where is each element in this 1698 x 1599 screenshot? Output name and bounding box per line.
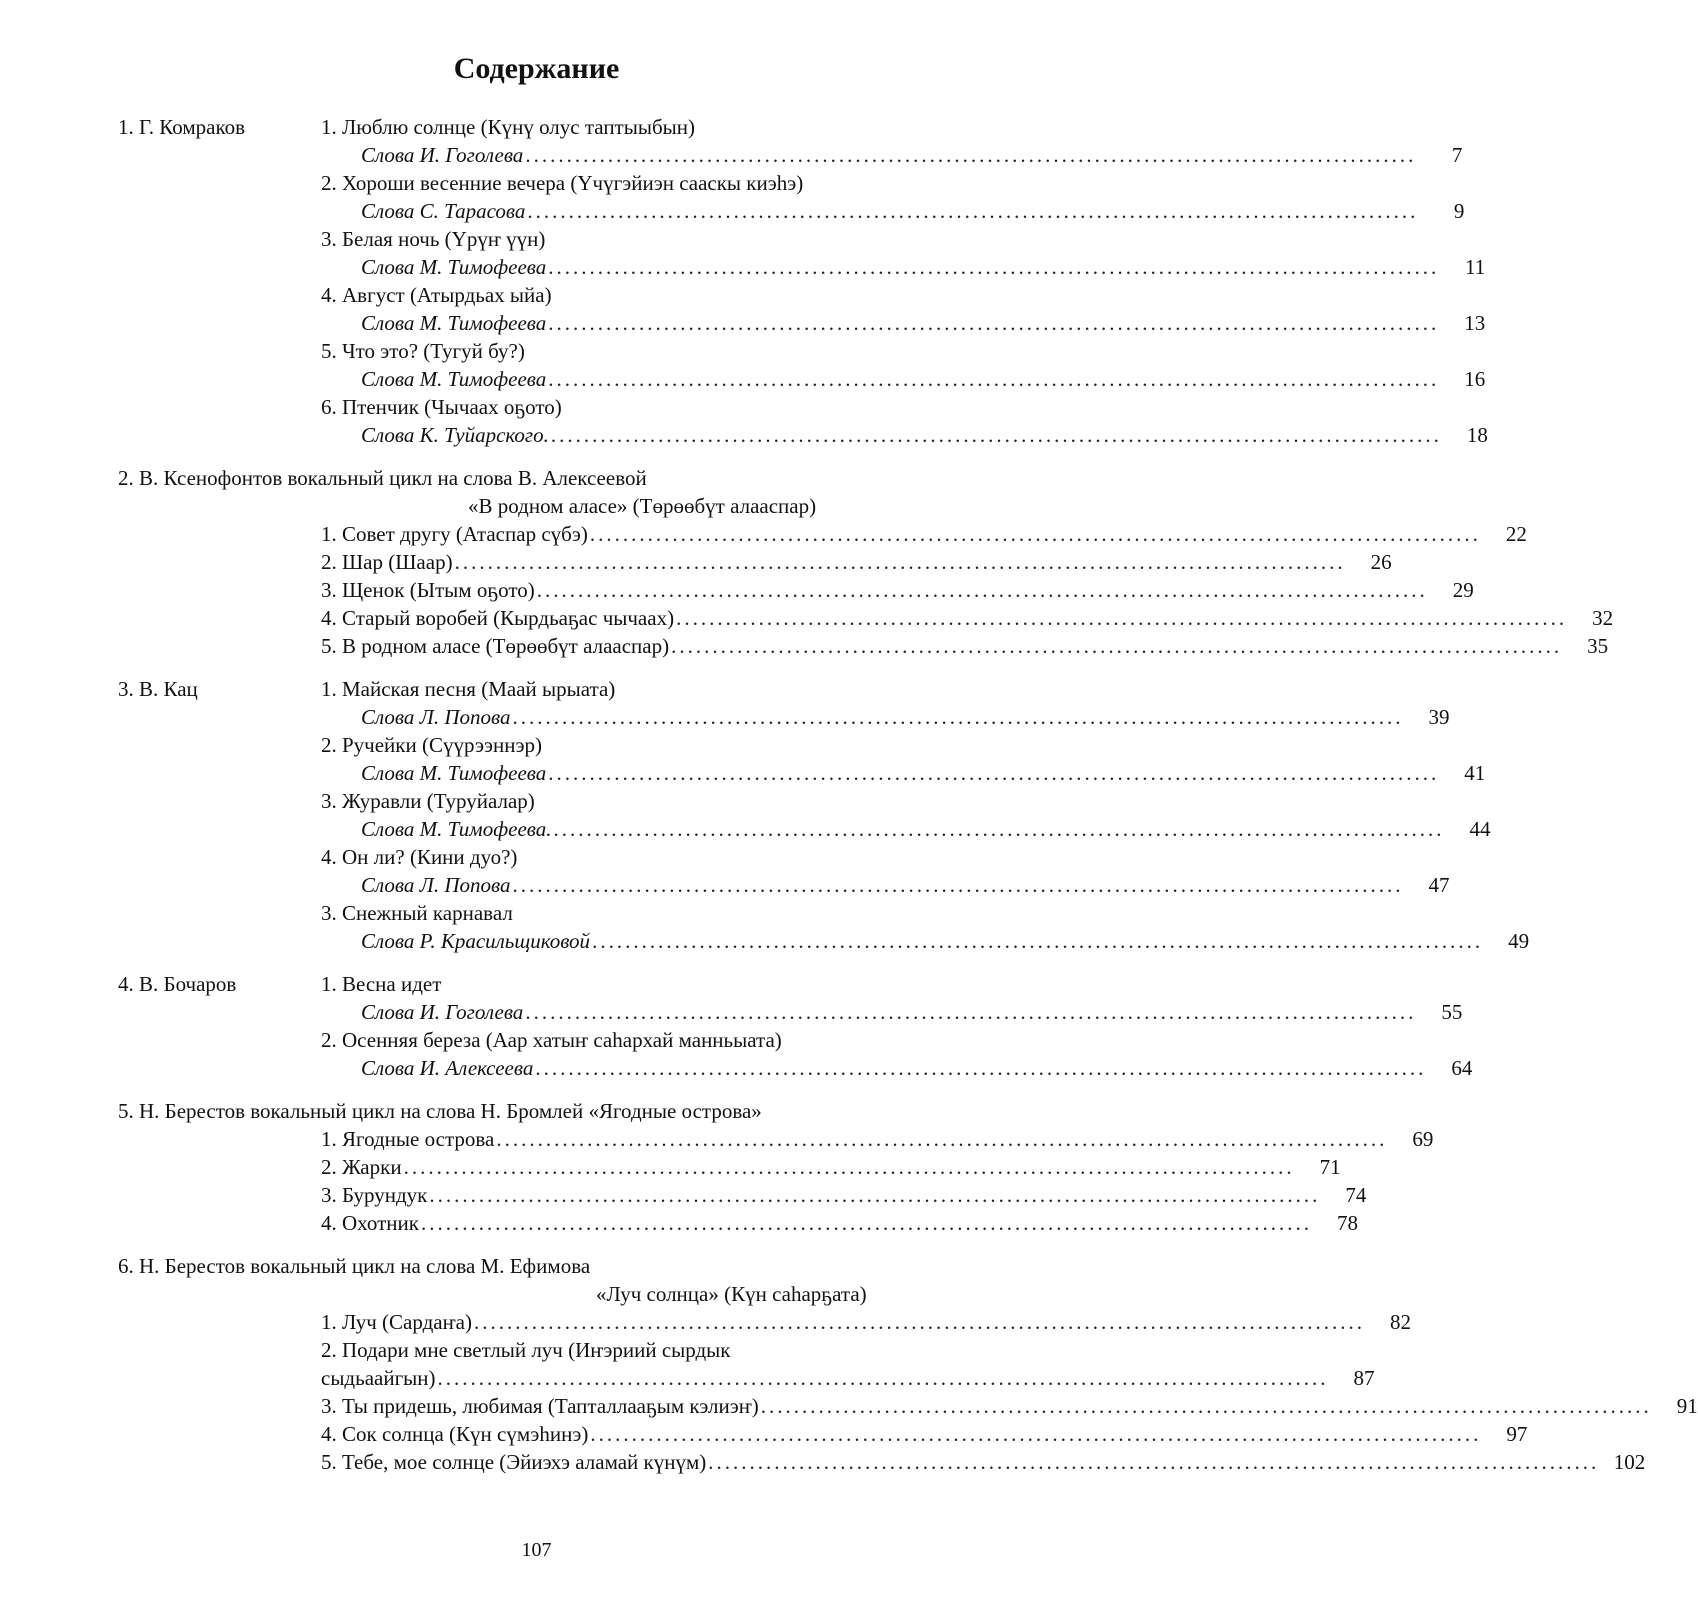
page-ref: 7: [1451, 143, 1463, 167]
composer-kats: 3. В. Кац: [118, 677, 198, 701]
toc-entry: [321, 367, 1486, 395]
words-author: Слова И. Гоголева: [361, 143, 524, 167]
toc-entry: [321, 143, 1463, 171]
leader-dots: ............................................................................................................: [671, 634, 1563, 658]
words-author: Слова И. Алексеева: [361, 1056, 534, 1080]
page-ref: 16: [1464, 367, 1486, 391]
song-title: 4. Охотник: [321, 1211, 419, 1235]
toc-entry: [321, 1000, 1463, 1028]
toc-entry: [321, 1450, 1646, 1478]
leader-dots: ............................................................................................................: [548, 761, 1440, 785]
toc-entry: [321, 578, 1474, 606]
leader-dots: ............................................................................................................: [548, 367, 1440, 391]
toc-entry: [321, 606, 1614, 634]
song-title: 1. Луч (Сардаҥа): [321, 1310, 472, 1334]
page-ref: 87: [1353, 1366, 1375, 1390]
toc-entry: [321, 522, 1527, 550]
leader-dots: ............................................................................................................: [403, 1155, 1295, 1179]
section-header-berestov-bromley: 5. Н. Берестов вокальный цикл на слова Н. Бромлей «Ягодные острова»: [118, 1099, 762, 1123]
toc-entry: [321, 1394, 1698, 1422]
page-ref: 82: [1389, 1310, 1411, 1334]
toc-entry: [321, 1211, 1358, 1239]
page-ref: 78: [1336, 1211, 1358, 1235]
composer-komrakov: 1. Г. Комраков: [118, 115, 245, 139]
song-title: 4. Старый воробей (Кырдьаҕас чычаах): [321, 606, 675, 630]
song-title: 1. Ягодные острова: [321, 1127, 495, 1151]
words-author: Слова К. Туйарского.: [361, 423, 549, 447]
song-title: 3. Ты придешь, любимая (Тапталлааҕым кэлиэҥ): [321, 1394, 759, 1418]
toc-entry: [321, 1366, 1375, 1394]
song-title: 5. Что это? (Тугуй бу?): [321, 339, 525, 363]
song-title-continued: сыдьаайгын): [321, 1366, 436, 1390]
song-title: 4. Сок солнца (Күн сүмэһинэ): [321, 1422, 589, 1446]
page-ref: 22: [1505, 522, 1527, 546]
leader-dots: ............................................................................................................: [760, 1394, 1652, 1418]
words-author: Слова И. Гоголева: [361, 1000, 524, 1024]
song-title: 2. Ручейки (Сүүрээннэр): [321, 733, 543, 757]
page-ref: 32: [1592, 606, 1614, 630]
page-ref: 44: [1469, 817, 1491, 841]
toc-entry: [321, 199, 1465, 227]
leader-dots: ............................................................................................................: [429, 1183, 1321, 1207]
leader-dots: ............................................................................................................: [553, 817, 1445, 841]
song-title: 3. Журавли (Туруйалар): [321, 789, 535, 813]
words-author: Слова С. Тарасова: [361, 199, 526, 223]
page-title: Содержание: [453, 52, 620, 85]
page-ref: 11: [1465, 255, 1486, 279]
toc-entry: [321, 929, 1530, 957]
page-ref: 39: [1428, 705, 1450, 729]
page-ref: 29: [1452, 578, 1474, 602]
page-ref: 69: [1412, 1127, 1434, 1151]
toc-entry: [321, 1127, 1434, 1155]
toc-entry: [321, 817, 1491, 845]
leader-dots: ............................................................................................................: [454, 550, 1346, 574]
toc-entry: [321, 423, 1488, 451]
song-title: 2. Подари мне светлый луч (Иҥэриий сырдык: [321, 1338, 731, 1362]
song-title: 2. Хороши весенние вечера (Үчүгэйиэн сааскы киэһэ): [321, 171, 804, 195]
leader-dots: ............................................................................................................: [525, 143, 1417, 167]
page-ref: 35: [1587, 634, 1609, 658]
leader-dots: ............................................................................................................: [525, 1000, 1417, 1024]
words-author: Слова М. Тимофеева: [361, 311, 547, 335]
cycle-subtitle: «В родном аласе» (Төрөөбүт алааспар): [468, 494, 817, 518]
page-ref: 13: [1464, 311, 1486, 335]
song-title: 3. Бурундук: [321, 1183, 428, 1207]
toc-entry: [321, 873, 1450, 901]
leader-dots: ............................................................................................................: [676, 606, 1568, 630]
song-title: 2. Шар (Шаар): [321, 550, 453, 574]
toc-entry: [321, 1183, 1367, 1211]
page-ref: 97: [1506, 1422, 1528, 1446]
leader-dots: ............................................................................................................: [437, 1366, 1329, 1390]
page-ref: 102: [1613, 1450, 1646, 1474]
toc-entry: [321, 1310, 1411, 1338]
page-ref: 9: [1453, 199, 1465, 223]
page-ref: 64: [1451, 1056, 1473, 1080]
page-number: 107: [521, 1539, 552, 1561]
toc-entry: [321, 1155, 1341, 1183]
song-title: 2. Осенняя береза (Аар хатыҥ саһархай манньыата): [321, 1028, 782, 1052]
leader-dots: ............................................................................................................: [512, 705, 1404, 729]
page-ref: 71: [1319, 1155, 1341, 1179]
leader-dots: ............................................................................................................: [589, 522, 1481, 546]
words-author: Слова М. Тимофеева.: [361, 817, 552, 841]
toc-entry: [321, 705, 1450, 733]
section-header-berestov-efimov: 6. Н. Берестов вокальный цикл на слова М. Ефимова: [118, 1254, 591, 1278]
toc-entry: [321, 255, 1486, 283]
words-author: Слова М. Тимофеева: [361, 367, 547, 391]
leader-dots: ............................................................................................................: [527, 199, 1419, 223]
leader-dots: ............................................................................................................: [548, 255, 1440, 279]
leader-dots: ............................................................................................................: [496, 1127, 1388, 1151]
song-title: 4. Август (Атырдьах ыйа): [321, 283, 552, 307]
song-title: 2. Жарки: [321, 1155, 402, 1179]
toc-entry: [321, 1422, 1528, 1450]
page-ref: 74: [1345, 1183, 1367, 1207]
words-author: Слова М. Тимофеева: [361, 761, 547, 785]
song-title: 3. Белая ночь (Үрүҥ үүн): [321, 227, 546, 251]
song-title: 1. Люблю солнце (Күнү олус таптыыбын): [321, 115, 695, 139]
words-author: Слова М. Тимофеева: [361, 255, 547, 279]
composer-bocharov: 4. В. Бочаров: [118, 972, 237, 996]
song-title: 3. Щенок (Ытым оҕото): [321, 578, 535, 602]
words-author: Слова Р. Красильщиковой: [361, 929, 591, 953]
leader-dots: ............................................................................................................: [590, 1422, 1482, 1446]
song-title: 5. В родном аласе (Төрөөбүт алааспар): [321, 634, 670, 658]
leader-dots: ............................................................................................................: [535, 1056, 1427, 1080]
leader-dots: ............................................................................................................: [550, 423, 1442, 447]
page-ref: 26: [1370, 550, 1392, 574]
words-author: Слова Л. Попова: [361, 873, 511, 897]
toc-entry: [321, 634, 1609, 662]
toc-entry: [321, 761, 1486, 789]
song-title: 4. Он ли? (Кини дуо?): [321, 845, 518, 869]
cycle-subtitle: «Луч солнца» (Күн саһарҕата): [596, 1282, 867, 1306]
page-ref: 18: [1466, 423, 1488, 447]
toc-entry: [321, 550, 1392, 578]
song-title: 1. Весна идет: [321, 972, 442, 996]
words-author: Слова Л. Попова: [361, 705, 511, 729]
leader-dots: ............................................................................................................: [548, 311, 1440, 335]
page-ref: 91: [1676, 1394, 1698, 1418]
toc-entry: [321, 1056, 1473, 1084]
leader-dots: ............................................................................................................: [708, 1450, 1600, 1474]
song-title: 6. Птенчик (Чычаах оҕото): [321, 395, 562, 419]
page-ref: 41: [1464, 761, 1486, 785]
leader-dots: ............................................................................................................: [473, 1310, 1365, 1334]
page-ref: 49: [1508, 929, 1530, 953]
page-ref: 55: [1441, 1000, 1463, 1024]
leader-dots: ............................................................................................................: [512, 873, 1404, 897]
song-title: 1. Майская песня (Маай ырыата): [321, 677, 616, 701]
song-title: 1. Совет другу (Атаспар сүбэ): [321, 522, 588, 546]
section-header-ksenofontov: 2. В. Ксенофонтов вокальный цикл на слова В. Алексеевой: [118, 466, 647, 490]
song-title: 5. Тебе, мое солнце (Эйиэхэ аламай күнүм): [321, 1450, 707, 1474]
page-ref: 47: [1428, 873, 1450, 897]
leader-dots: ............................................................................................................: [420, 1211, 1312, 1235]
leader-dots: ............................................................................................................: [536, 578, 1428, 602]
leader-dots: ............................................................................................................: [592, 929, 1484, 953]
song-title: 3. Снежный карнавал: [321, 901, 513, 925]
toc-entry: [321, 311, 1486, 339]
